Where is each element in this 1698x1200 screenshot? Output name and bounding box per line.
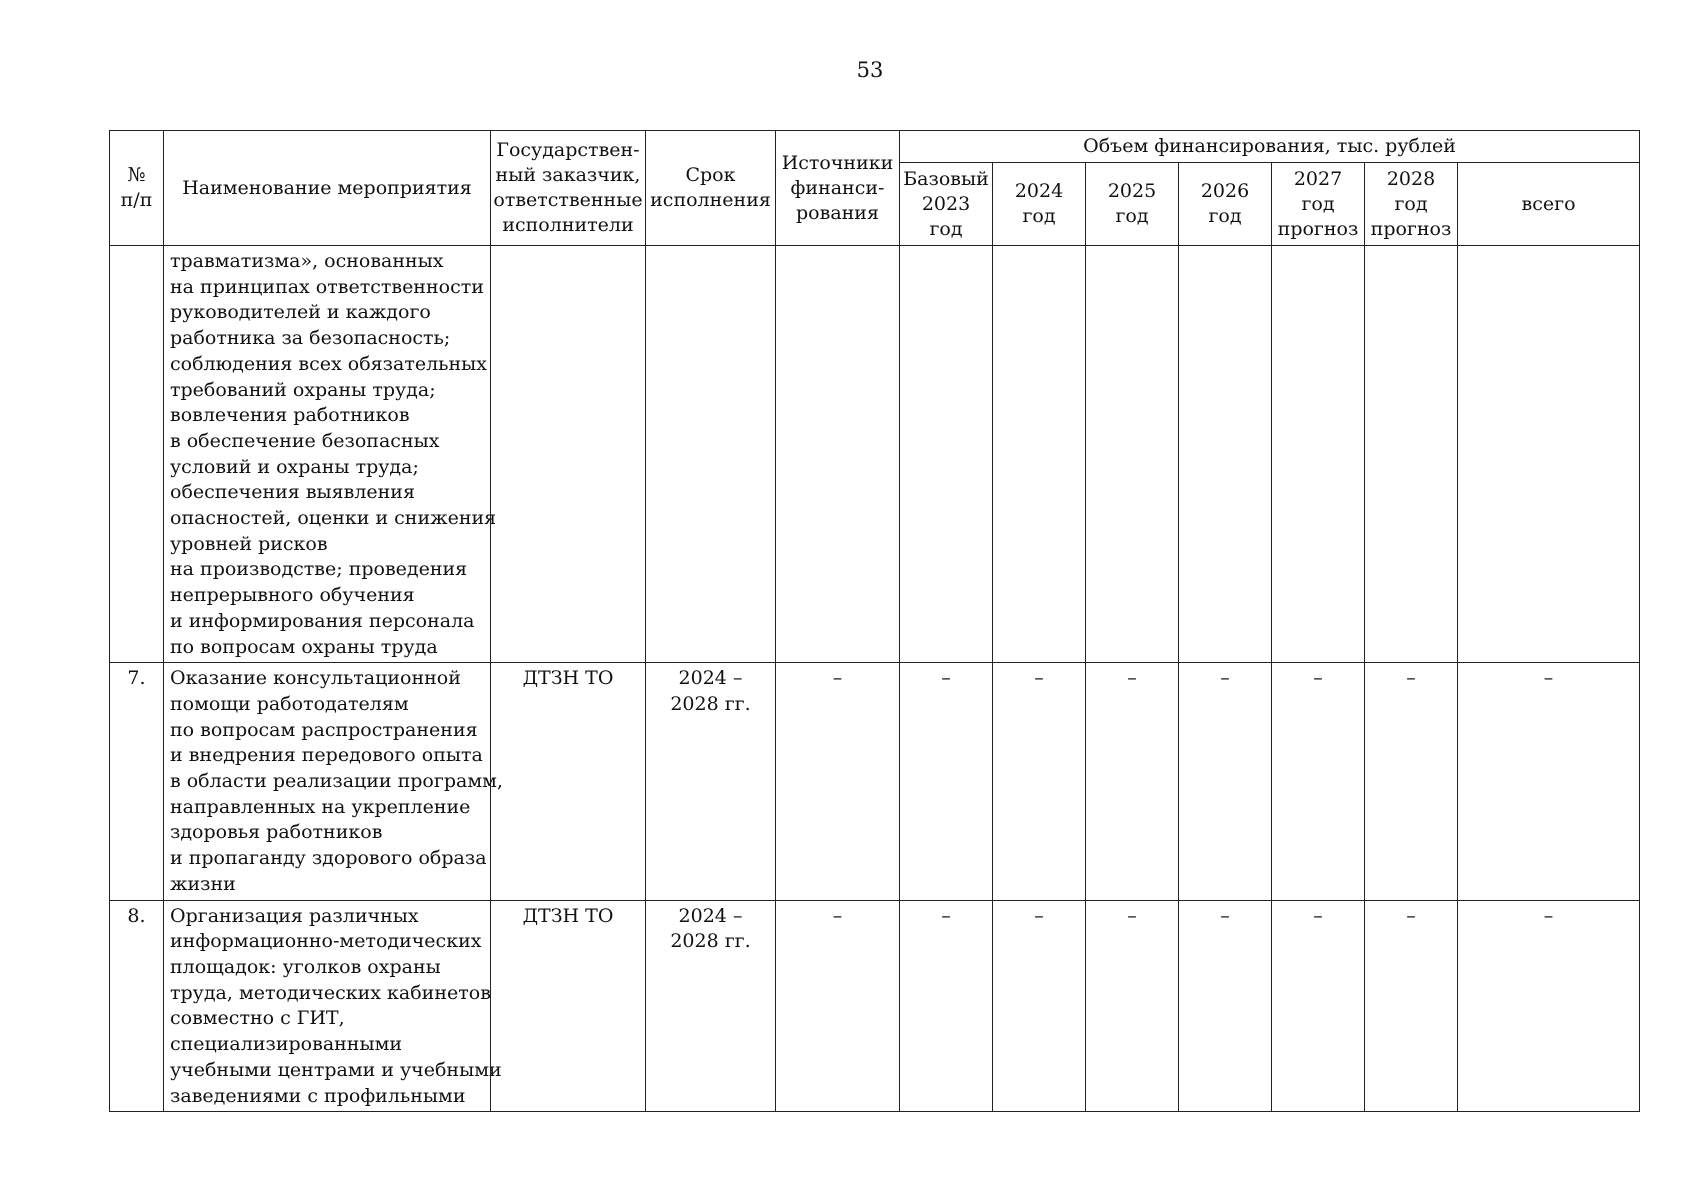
header-term: Срок исполнения [646,131,776,246]
value-2024: – [993,900,1086,1112]
value-total: – [1458,900,1640,1112]
financing-source: – [776,663,900,900]
activities-table [109,130,1640,1112]
execution-term: 2024 – 2028 гг. [646,663,776,900]
value-2024: – [993,663,1086,900]
customer: ДТЗН ТО [491,900,646,1112]
header-year-2025: 2025 год [1086,163,1179,246]
financing-source [776,246,900,663]
row-number [110,246,164,663]
row-number: 8. [110,900,164,1112]
value-total [1458,246,1640,663]
table-row [110,663,1640,900]
value-2028: – [1365,900,1458,1112]
table-row [110,900,1640,1112]
table-row [110,246,1640,663]
customer: ДТЗН ТО [491,663,646,900]
value-2028: – [1365,663,1458,900]
value-2027: – [1272,900,1365,1112]
customer [491,246,646,663]
header-customer: Государствен- ный заказчик, ответственные исполнители [491,131,646,246]
header-year-2023: Базовый 2023 год [900,163,993,246]
header-year-2027: 2027 год прогноз [1272,163,1365,246]
value-2023 [900,246,993,663]
header-source: Источники финанси- рования [776,131,900,246]
header-year-2024: 2024 год [993,163,1086,246]
value-2025 [1086,246,1179,663]
value-2024 [993,246,1086,663]
value-total: – [1458,663,1640,900]
value-2026: – [1179,900,1272,1112]
value-2028 [1365,246,1458,663]
value-2025: – [1086,900,1179,1112]
activity-name: Организация различных информационно-методических площадок: уголков охраны труда, методических кабинетов совместно с ГИТ, специализированными учебными центрами и учебными заведениями с профильными [164,900,491,1112]
activity-name: Оказание консультационной помощи работодателям по вопросам распространения и внедрения передового опыта в области реализации программ, направленных на укрепление здоровья работников и пропаганду здорового образа жизни [164,663,491,900]
header-year-2026: 2026 год [1179,163,1272,246]
value-2026 [1179,246,1272,663]
header-num: № п/п [110,131,164,246]
row-number: 7. [110,663,164,900]
financing-source: – [776,900,900,1112]
page-number: 53 [856,58,884,82]
value-2027: – [1272,663,1365,900]
value-2026: – [1179,663,1272,900]
header-year-2028: 2028 год прогноз [1365,163,1458,246]
activity-name: травматизма», основанных на принципах ответственности руководителей и каждого работника за безопасность; соблюдения всех обязательных требований охраны труда; вовлечения работников в обеспечение безопасных условий и охраны труда; обеспечения выявления опасностей, оценки и снижения уровней рисков на производстве; проведения непрерывного обучения и информирования персонала по вопросам охраны труда [164,246,491,663]
execution-term: 2024 – 2028 гг. [646,900,776,1112]
table-header [110,131,1640,246]
value-2025: – [1086,663,1179,900]
table-body [110,246,1640,1112]
execution-term [646,246,776,663]
header-activity-name: Наименование мероприятия [164,131,491,246]
value-2023: – [900,900,993,1112]
header-financing: Объем финансирования, тыс. рублей [900,131,1640,163]
header-total: всего [1458,163,1640,246]
value-2023: – [900,663,993,900]
value-2027 [1272,246,1365,663]
